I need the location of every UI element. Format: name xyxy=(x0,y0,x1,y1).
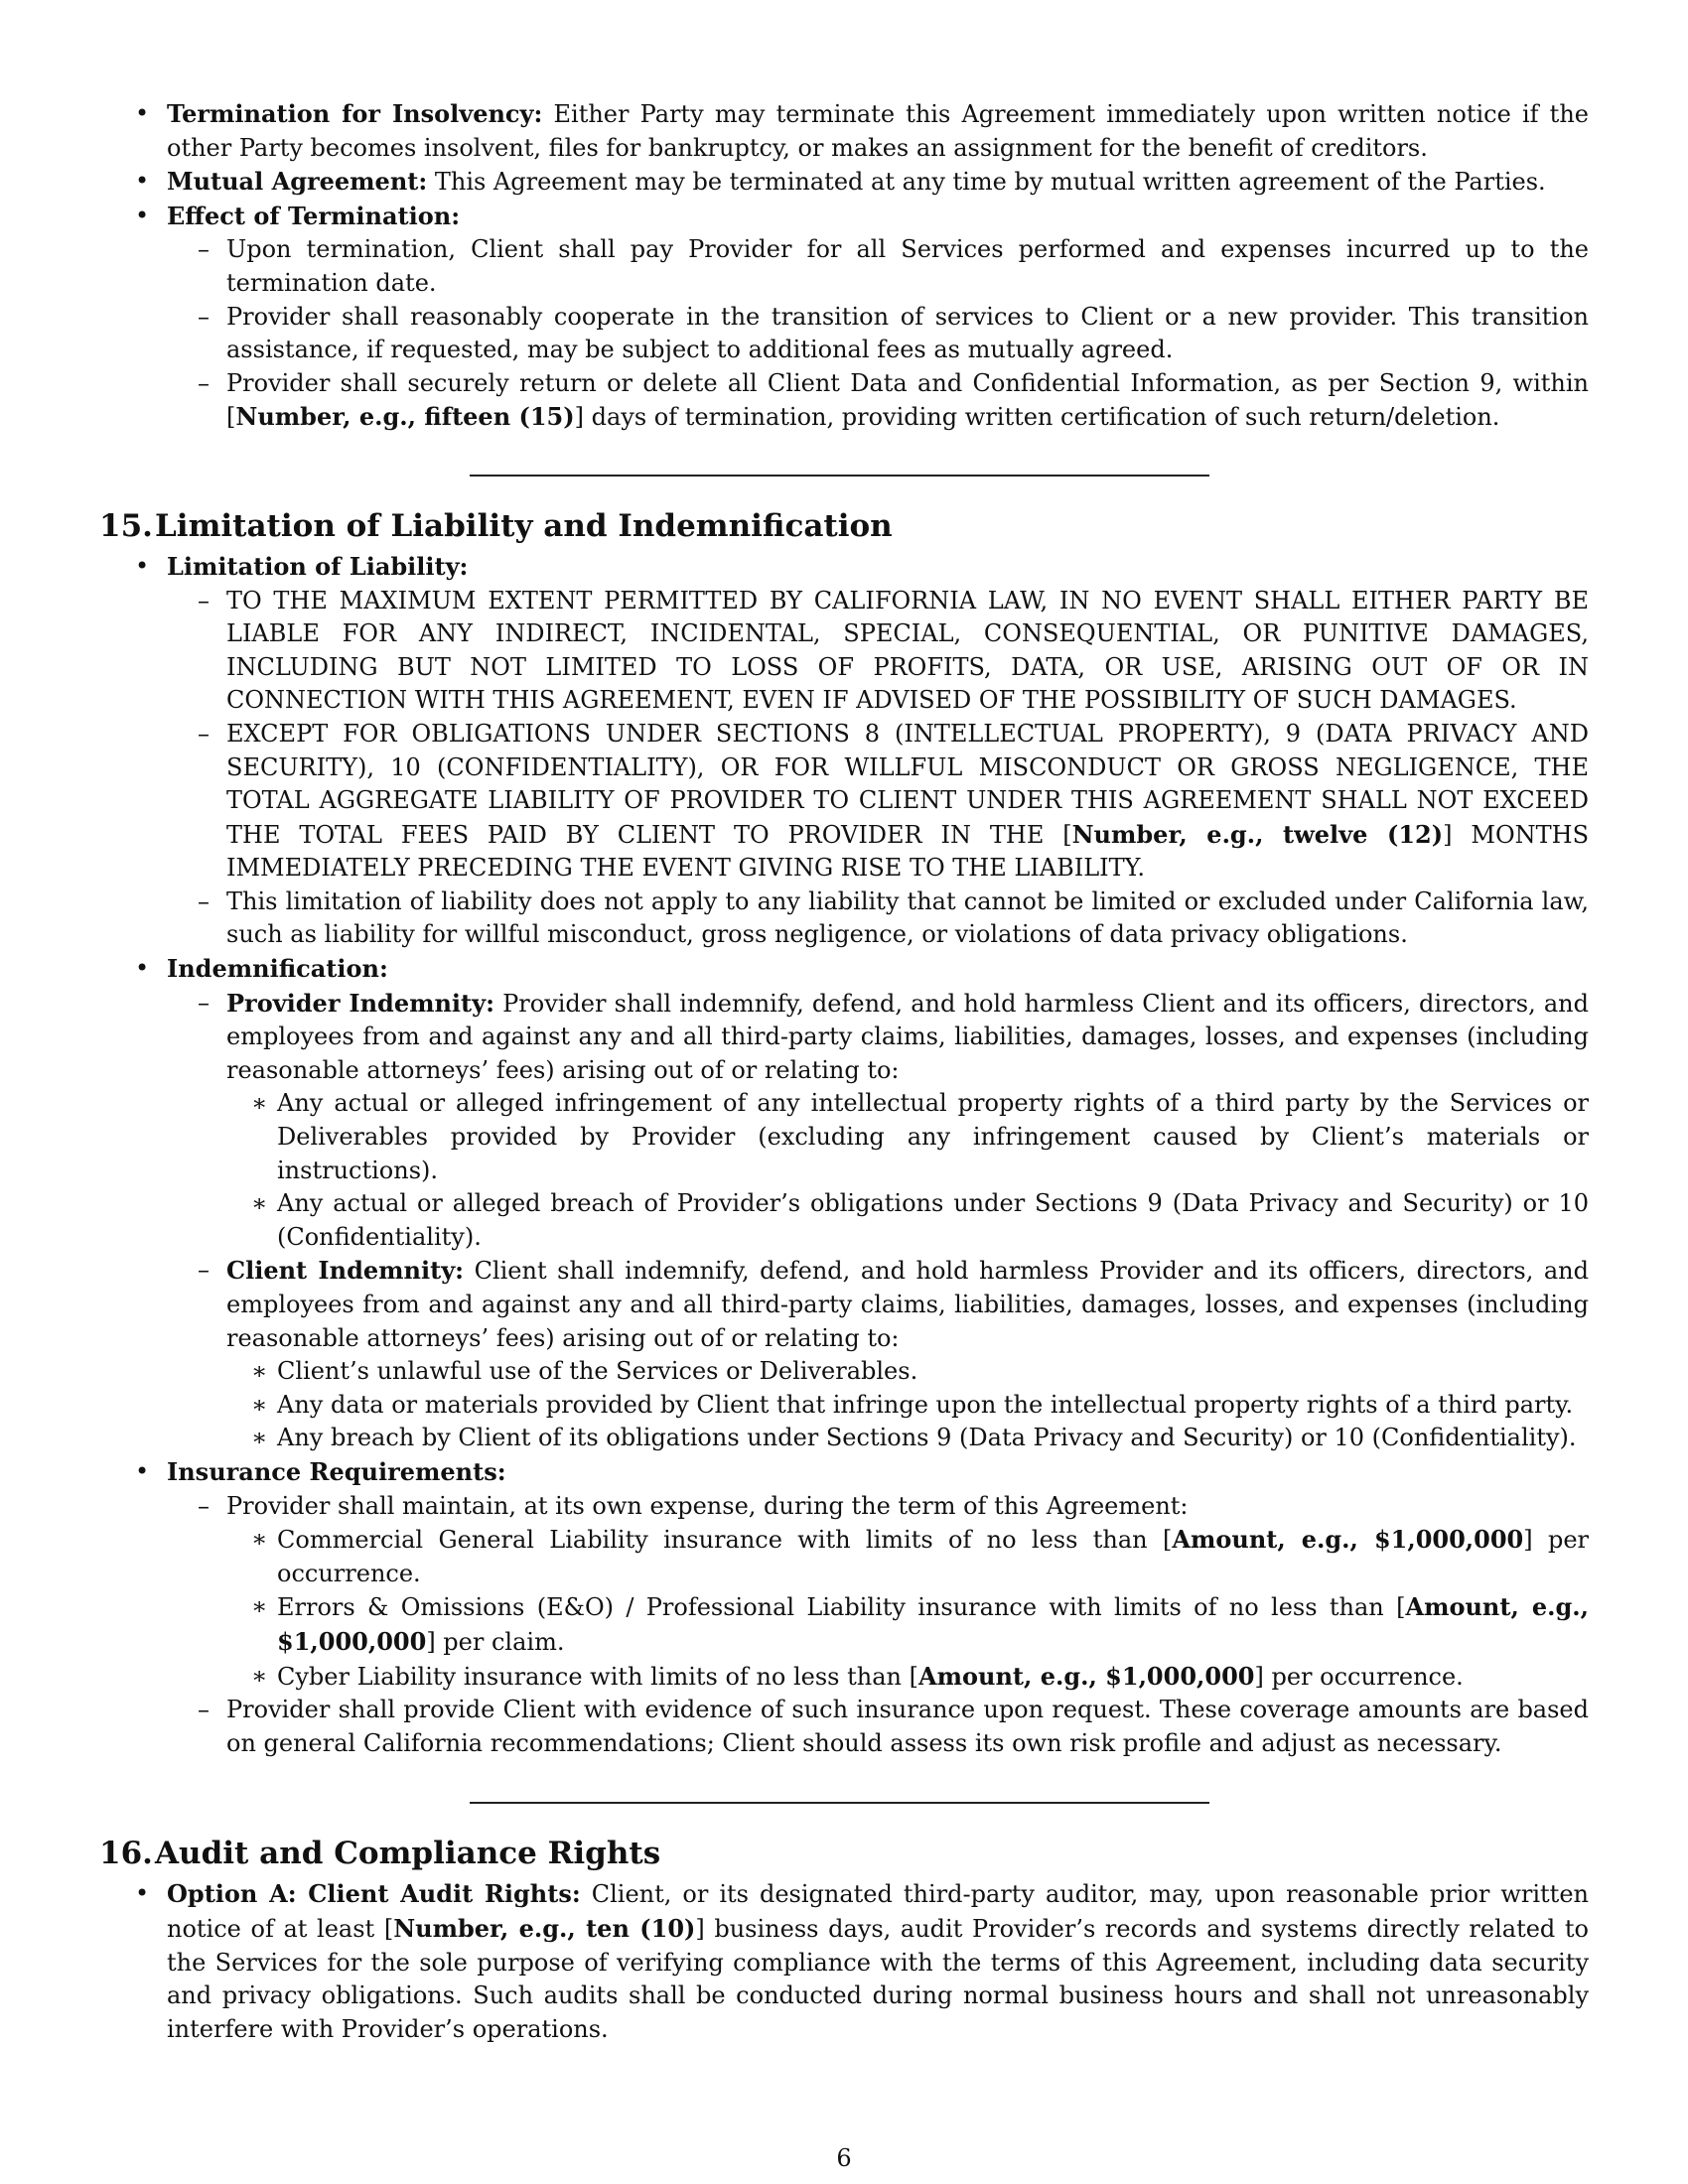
provider-indemnity-items xyxy=(226,1087,1589,1254)
item-label: Provider Indemnity: xyxy=(226,988,494,1018)
sublist-item: – This limitation of liability does not apply to any liability that cannot be limited or excluded under California law, such as liability for willful misconduct, gross negligence, or violations of data privacy obligations. xyxy=(167,886,1589,952)
section-heading-15 xyxy=(99,506,1589,546)
insurance-sublist xyxy=(167,1490,1589,1761)
page-number: 6 xyxy=(836,2144,852,2172)
sublist-item: – Upon termination, Client shall pay Provider for all Services performed and expenses incurred up to the termination date. xyxy=(167,233,1589,300)
section-title: Audit and Compliance Rights xyxy=(155,1836,661,1872)
subsublist-item: ∗ Any breach by Client of its obligations under Sections 9 (Data Privacy and Security) or 10 (Confidentiality). xyxy=(226,1422,1589,1455)
item-label: Effect of Termination: xyxy=(167,201,461,230)
section-number: 15. xyxy=(99,507,153,544)
insurance-items xyxy=(226,1523,1589,1694)
subsublist-item: ∗ Cyber Liability insurance with limits of no less than [Amount, e.g., $1,000,000] per occurrence. xyxy=(226,1660,1589,1695)
list-item-effect-of-termination xyxy=(99,200,1589,435)
indemnification-sublist xyxy=(167,987,1589,1455)
sublist-item: – Provider shall reasonably cooperate in the transition of services to Client or a new provider. This transition assistance, if requested, may be subject to additional fees as mutually agreed. xyxy=(167,301,1589,367)
list-item-option-a: • Option A: Client Audit Rights: Client, or its designated third-party auditor, may, upon reasonable prior written notice of at least [Number, e.g., ten (10)] business days, audit Provider’s records and systems directly related to the Services for the sole purpose of verifying compliance with the terms of this Agreement, including data security and privacy obligations. Such audits shall be conducted during normal business hours and shall not unreasonably interfere with Provider’s operations. xyxy=(99,1877,1589,2046)
termination-list xyxy=(99,97,1589,435)
section-15-list xyxy=(99,550,1589,1760)
client-indemnity-items xyxy=(226,1355,1589,1455)
sublist-item: – TO THE MAXIMUM EXTENT PERMITTED BY CALIFORNIA LAW, IN NO EVENT SHALL EITHER PARTY BE LIABLE FOR ANY INDIRECT, INCIDENTAL, SPECIAL, CONSEQUENTIAL, OR PUNITIVE DAMAGES, INCLUDING BUT NOT LIMITED TO LOSS OF PROFITS, DATA, OR USE, ARISING OUT OF OR IN CONNECTION WITH THIS AGREEMENT, EVEN IF ADVISED OF THE POSSIBILITY OF SUCH DAMAGES. xyxy=(167,585,1589,718)
sublist-item: – Provider shall provide Client with evidence of such insurance upon request. These coverage amounts are based on general California recommendations; Client should assess its own risk profile and adjust as necessary. xyxy=(167,1694,1589,1760)
sublist-item-client-indemnity: – Client Indemnity: Client shall indemnify, defend, and hold harmless Provider and its officers, directors, and employees from and against any and all third-party claims, liabilities, damages, losses, and expenses (including reasonable attorneys’ fees) arising out of or relating to: ∗ Client’s unlawful use of the Services or Deliverables. ∗ Any data or materials provided by Client that infringe upon the intellectual property rights of a third party. ∗ Any breach by Client of its obligations under Sections 9 (Data Privacy and Security) or 10 (Confidentiality). xyxy=(167,1254,1589,1455)
sublist-item: – Provider shall maintain, at its own expense, during the term of this Agreement: ∗ Commercial General Liability insurance with limits of no less than [Amount, e.g., $1,000,000] per occurrence. ∗ Errors & Omissions (E&O) / Professional Liability insurance with limits of no less than [Amount, e.g., $1,000,000] per claim. ∗ Cyber Liability insurance with limits of no less than [Amount, e.g., $1,000,000] per occurrence. xyxy=(167,1490,1589,1695)
item-label: Client Indemnity: xyxy=(226,1256,465,1286)
placeholder-field: Amount, e.g., $1,000,000 xyxy=(277,1592,1589,1656)
item-label: Limitation of Liability: xyxy=(167,551,469,581)
sublist-item: – Provider shall securely return or delete all Client Data and Confidential Information, as per Section 9, within [Number, e.g., fifteen (15)] days of termination, providing written certification of such return/deletion. xyxy=(167,367,1589,435)
section-title: Limitation of Liability and Indemnification xyxy=(155,507,893,544)
placeholder-field: Number, e.g., fifteen (15) xyxy=(235,402,575,432)
section-16-list xyxy=(99,1877,1589,2046)
subsublist-item: ∗ Commercial General Liability insurance with limits of no less than [Amount, e.g., $1,000,000] per occurrence. xyxy=(226,1523,1589,1590)
effect-sublist xyxy=(167,233,1589,435)
item-label: Termination for Insolvency: xyxy=(167,99,543,128)
list-item-limitation xyxy=(99,550,1589,952)
list-item-insurance xyxy=(99,1455,1589,1760)
item-label: Option A: Client Audit Rights: xyxy=(167,1879,581,1909)
list-item-mutual-agreement xyxy=(99,165,1589,200)
item-label: Insurance Requirements: xyxy=(167,1456,506,1486)
placeholder-field: Number, e.g., ten (10) xyxy=(393,1913,696,1943)
placeholder-field: Amount, e.g., $1,000,000 xyxy=(917,1661,1255,1691)
list-item-indemnification xyxy=(99,952,1589,1455)
placeholder-field: Amount, e.g., $1,000,000 xyxy=(1172,1525,1524,1555)
subsublist-item: ∗ Any data or materials provided by Client that infringe upon the intellectual property rights of a third party. xyxy=(226,1389,1589,1423)
sublist-item-provider-indemnity: – Provider Indemnity: Provider shall indemnify, defend, and hold harmless Client and its officers, directors, and employees from and against any and all third-party claims, liabilities, damages, losses, and expenses (including reasonable attorneys’ fees) arising out of or relating to: ∗ Any actual or alleged infringement of any intellectual property rights of a third party by the Services or Deliverables provided by Provider (excluding any infringement caused by Client’s materials or instructions). ∗ Any actual or alleged breach of Provider’s obligations under Sections 9 (Data Privacy and Security) or 10 (Confidentiality). xyxy=(167,987,1589,1255)
section-divider xyxy=(470,1802,1209,1804)
subsublist-item: ∗ Any actual or alleged infringement of any intellectual property rights of a third party by the Services or Deliverables provided by Provider (excluding any infringement caused by Client’s materials or instructions). xyxy=(226,1087,1589,1187)
page-content xyxy=(99,97,1589,2046)
subsublist-item: ∗ Errors & Omissions (E&O) / Professional Liability insurance with limits of no less than [Amount, e.g., $1,000,000] per claim. xyxy=(226,1590,1589,1659)
limitation-sublist xyxy=(167,585,1589,953)
item-label: Mutual Agreement: xyxy=(167,167,428,197)
sublist-item: – EXCEPT FOR OBLIGATIONS UNDER SECTIONS 8 (INTELLECTUAL PROPERTY), 9 (DATA PRIVACY AND SECURITY), 10 (CONFIDENTIALITY), OR FOR WILLFUL MISCONDUCT OR GROSS NEGLIGENCE, THE TOTAL AGGREGATE LIABILITY OF PROVIDER TO CLIENT UNDER THIS AGREEMENT SHALL NOT EXCEED THE TOTAL FEES PAID BY CLIENT TO PROVIDER IN THE [Number, e.g., twelve (12)] MONTHS IMMEDIATELY PRECEDING THE EVENT GIVING RISE TO THE LIABILITY. xyxy=(167,718,1589,886)
subsublist-item: ∗ Any actual or alleged breach of Provider’s obligations under Sections 9 (Data Privacy and Security) or 10 (Confidentiality). xyxy=(226,1187,1589,1254)
item-text: This Agreement may be terminated at any time by mutual written agreement of the Parties. xyxy=(427,168,1546,197)
item-text: Either Party may terminate this Agreement immediately upon written notice if the other Party becomes insolvent, files for bankruptcy, or makes an assignment for the benefit of creditors. xyxy=(167,100,1589,162)
list-item-insolvency xyxy=(99,97,1589,165)
placeholder-field: Number, e.g., twelve (12) xyxy=(1071,819,1444,849)
section-divider xyxy=(470,475,1209,477)
section-heading-16 xyxy=(99,1834,1589,1873)
subsublist-item: ∗ Client’s unlawful use of the Services or Deliverables. xyxy=(226,1355,1589,1389)
item-label: Indemnification: xyxy=(167,954,388,984)
section-number: 16. xyxy=(99,1836,153,1872)
